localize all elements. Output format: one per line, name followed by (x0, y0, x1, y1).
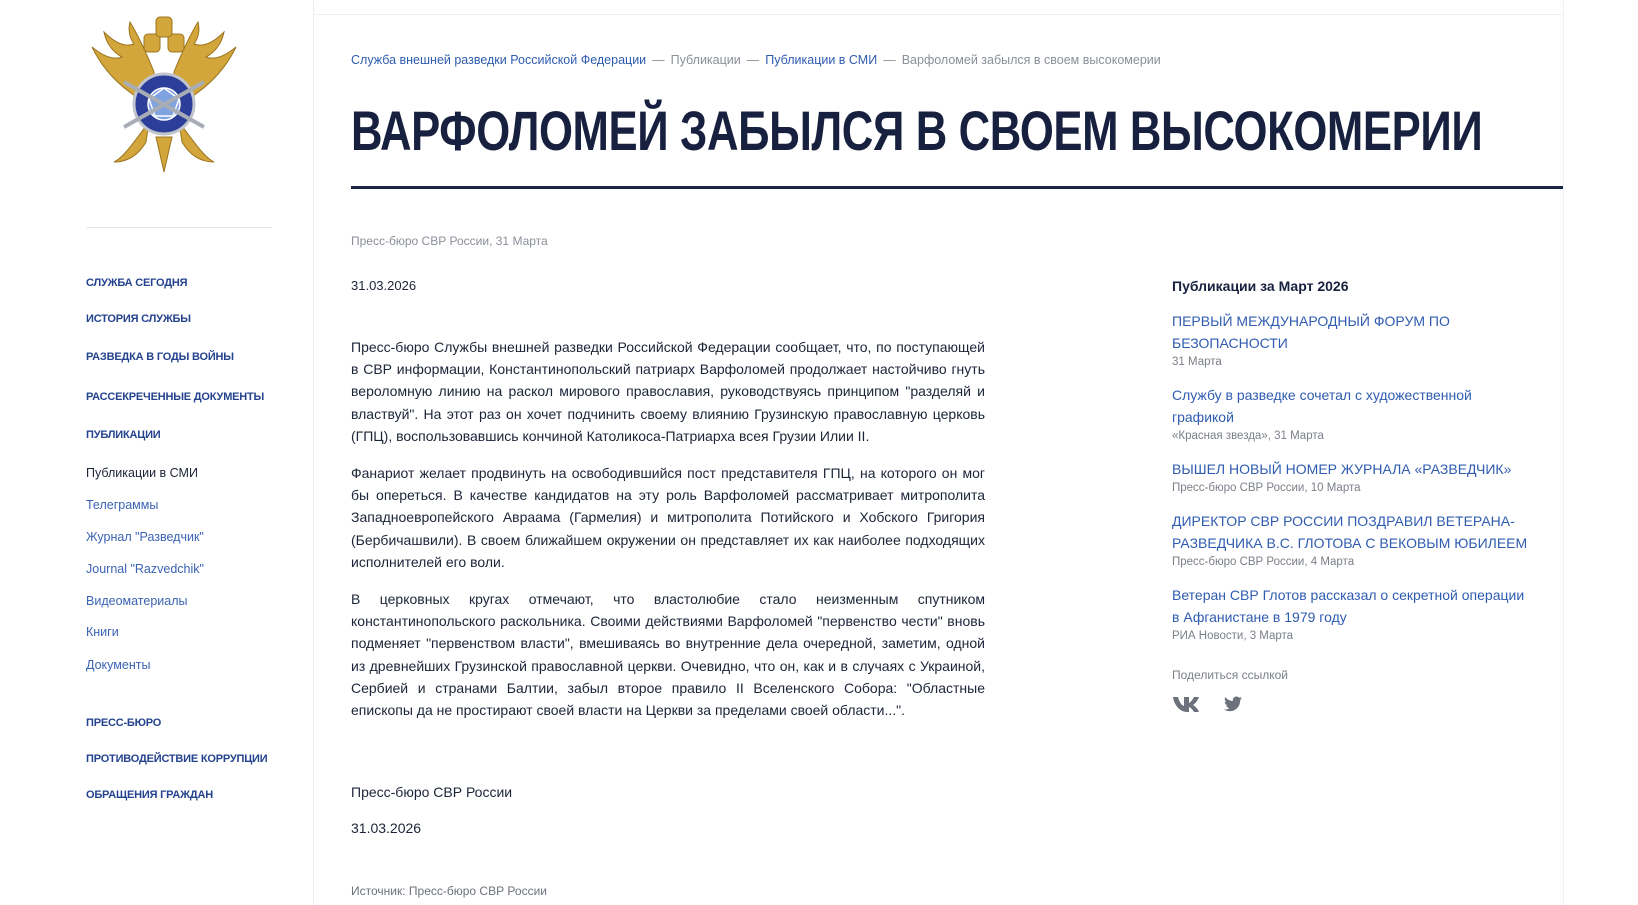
article-paragraph: Фанариот желает продвинуть на освободившийся пост представителя ГПЦ, на которого он мог бы опереться. В качестве кандидатов на эту роль Варфоломей рассматривает митрополита Западноевропейского Авраама (Гармелия) и митрополита Потийского и Хобского Григория (Бербичашвили). В своем ближайшем окружении он представляет их как наиболее подходящих исполнителей его воли. (351, 465, 985, 570)
share-buttons (1172, 696, 1532, 717)
publication-item (1172, 310, 1532, 368)
publication-meta: Пресс-бюро СВР России, 4 Марта (1172, 556, 1355, 568)
publication-item (1172, 584, 1532, 642)
sidebar-item-subsection[interactable]: Телеграммы (86, 498, 159, 512)
sidebar-item-section[interactable]: ПРОТИВОДЕЙСТВИЕ КОРРУПЦИИ (86, 753, 268, 765)
sidebar-item-subsection[interactable]: Книги (86, 625, 119, 639)
publication-meta: 31 Марта (1172, 356, 1222, 368)
publication-item (1172, 458, 1532, 494)
sidebar (0, 0, 314, 905)
publication-meta: «Красная звезда», 31 Марта (1172, 430, 1324, 442)
publication-item (1172, 510, 1532, 568)
breadcrumb-separator: — (652, 53, 665, 67)
breadcrumb (351, 53, 1161, 67)
sidebar-item-section[interactable]: РАЗВЕДКА В ГОДЫ ВОЙНЫ (86, 351, 234, 363)
sidebar-item-subsection[interactable]: Публикации в СМИ (86, 466, 198, 480)
breadcrumb-home[interactable]: Служба внешней разведки Российской Федерации (351, 53, 647, 67)
sidebar-item-section[interactable]: ПРЕСС-БЮРО (86, 717, 162, 729)
sidebar-item-subsection[interactable]: Journal "Razvedchik" (86, 562, 204, 576)
publication-link[interactable]: ДИРЕКТОР СВР РОССИИ ПОЗДРАВИЛ ВЕТЕРАНА-РАЗВЕДЧИКА В.С. ГЛОТОВА С ВЕКОВЫМ ЮБИЛЕЕМ (1172, 513, 1528, 551)
twitter-icon[interactable] (1224, 696, 1242, 717)
breadcrumb-separator: — (746, 53, 760, 67)
sidebar-item-section[interactable]: ИСТОРИЯ СЛУЖБЫ (86, 313, 191, 325)
article-source: Источник: Пресс-бюро СВР России (351, 884, 547, 898)
publication-item (1172, 384, 1532, 442)
article-press-line: Пресс-бюро СВР России, 31 Марта (351, 234, 548, 248)
article-body (351, 336, 985, 736)
article-paragraph: Пресс-бюро Службы внешней разведки Российской Федерации сообщает, что, по поступающей в СВР информации, Константинопольский патриарх Варфоломей продолжает настойчиво гнуть вероломную линию на раскол мирового православия, руководствуясь принципом "разделяй и властвуй". На этот раз он хочет подчинить своему влиянию Грузинскую православную церковь (ГПЦ), воспользовавшись кончиной Католикоса-Патриарха всея Грузии Илии II. (351, 339, 985, 444)
sidebar-item-section[interactable]: ОБРАЩЕНИЯ ГРАЖДАН (86, 789, 213, 801)
publication-meta: Пресс-бюро СВР России, 10 Марта (1172, 482, 1361, 494)
page-title: ВАРФОЛОМЕЙ ЗАБЫЛСЯ В СВОЕМ ВЫСОКОМЕРИИ (351, 99, 1483, 162)
month-publications-heading: Публикации за Март 2026 (1172, 278, 1349, 294)
sidebar-item-section[interactable]: СЛУЖБА СЕГОДНЯ (86, 277, 188, 289)
breadcrumb-media-publications[interactable]: Публикации в СМИ (765, 53, 878, 67)
breadcrumb-current: Варфоломей забылся в своем высокомерии (901, 53, 1161, 67)
title-underline (351, 186, 1563, 189)
sidebar-item-section[interactable]: ПУБЛИКАЦИИ (86, 429, 161, 441)
article-date: 31.03.2026 (351, 278, 417, 293)
article-signature: Пресс-бюро СВР России (351, 784, 513, 800)
sidebar-item-section[interactable]: РАССЕКРЕЧЕННЫЕ ДОКУМЕНТЫ (86, 391, 265, 403)
svr-emblem-logo[interactable] (84, 12, 244, 182)
sidebar-item-subsection[interactable]: Документы (86, 658, 151, 672)
right-divider (1563, 0, 1564, 905)
top-divider (314, 14, 1563, 15)
breadcrumb-publications[interactable]: Публикации (670, 53, 741, 67)
publication-link[interactable]: Службу в разведке сочетал с художественной графикой (1172, 387, 1472, 425)
sidebar-divider (86, 227, 272, 228)
article-paragraph: В церковных кругах отмечают, что властолюбие стало неизменным спутником константинопольского раскольника. Своими действиями Варфоломей "первенство чести" вновь подменяет "первенством власти", вмешиваясь во внутренние дела очередной, заметим, одной из древнейших Грузинской православной церкви. Очевидно, что он, как и в случаях с Украиной, Сербией и странами Балтии, забыл второе правило II Вселенского Собора: "Областные епископы да не простирают своей власти на Церкви за пределами своей области...". (351, 591, 985, 719)
publication-link[interactable]: ПЕРВЫЙ МЕЖДУНАРОДНЫЙ ФОРУМ ПО БЕЗОПАСНОСТИ (1172, 313, 1450, 351)
month-publications (1172, 278, 1532, 717)
publication-meta: РИА Новости, 3 Марта (1172, 630, 1294, 642)
sidebar-item-subsection[interactable]: Видеоматериалы (86, 594, 188, 608)
publication-link[interactable]: Ветеран СВР Глотов рассказал о секретной операции в Афганистане в 1979 году (1172, 587, 1525, 625)
publication-link[interactable]: ВЫШЕЛ НОВЫЙ НОМЕР ЖУРНАЛА «РАЗВЕДЧИК» (1172, 461, 1512, 477)
article-signature-date: 31.03.2026 (351, 820, 422, 836)
share-label: Поделиться ссылкой (1172, 668, 1288, 682)
sidebar-item-subsection[interactable]: Журнал "Разведчик" (86, 530, 204, 544)
vk-icon[interactable] (1172, 696, 1200, 717)
breadcrumb-separator: — (883, 53, 896, 67)
